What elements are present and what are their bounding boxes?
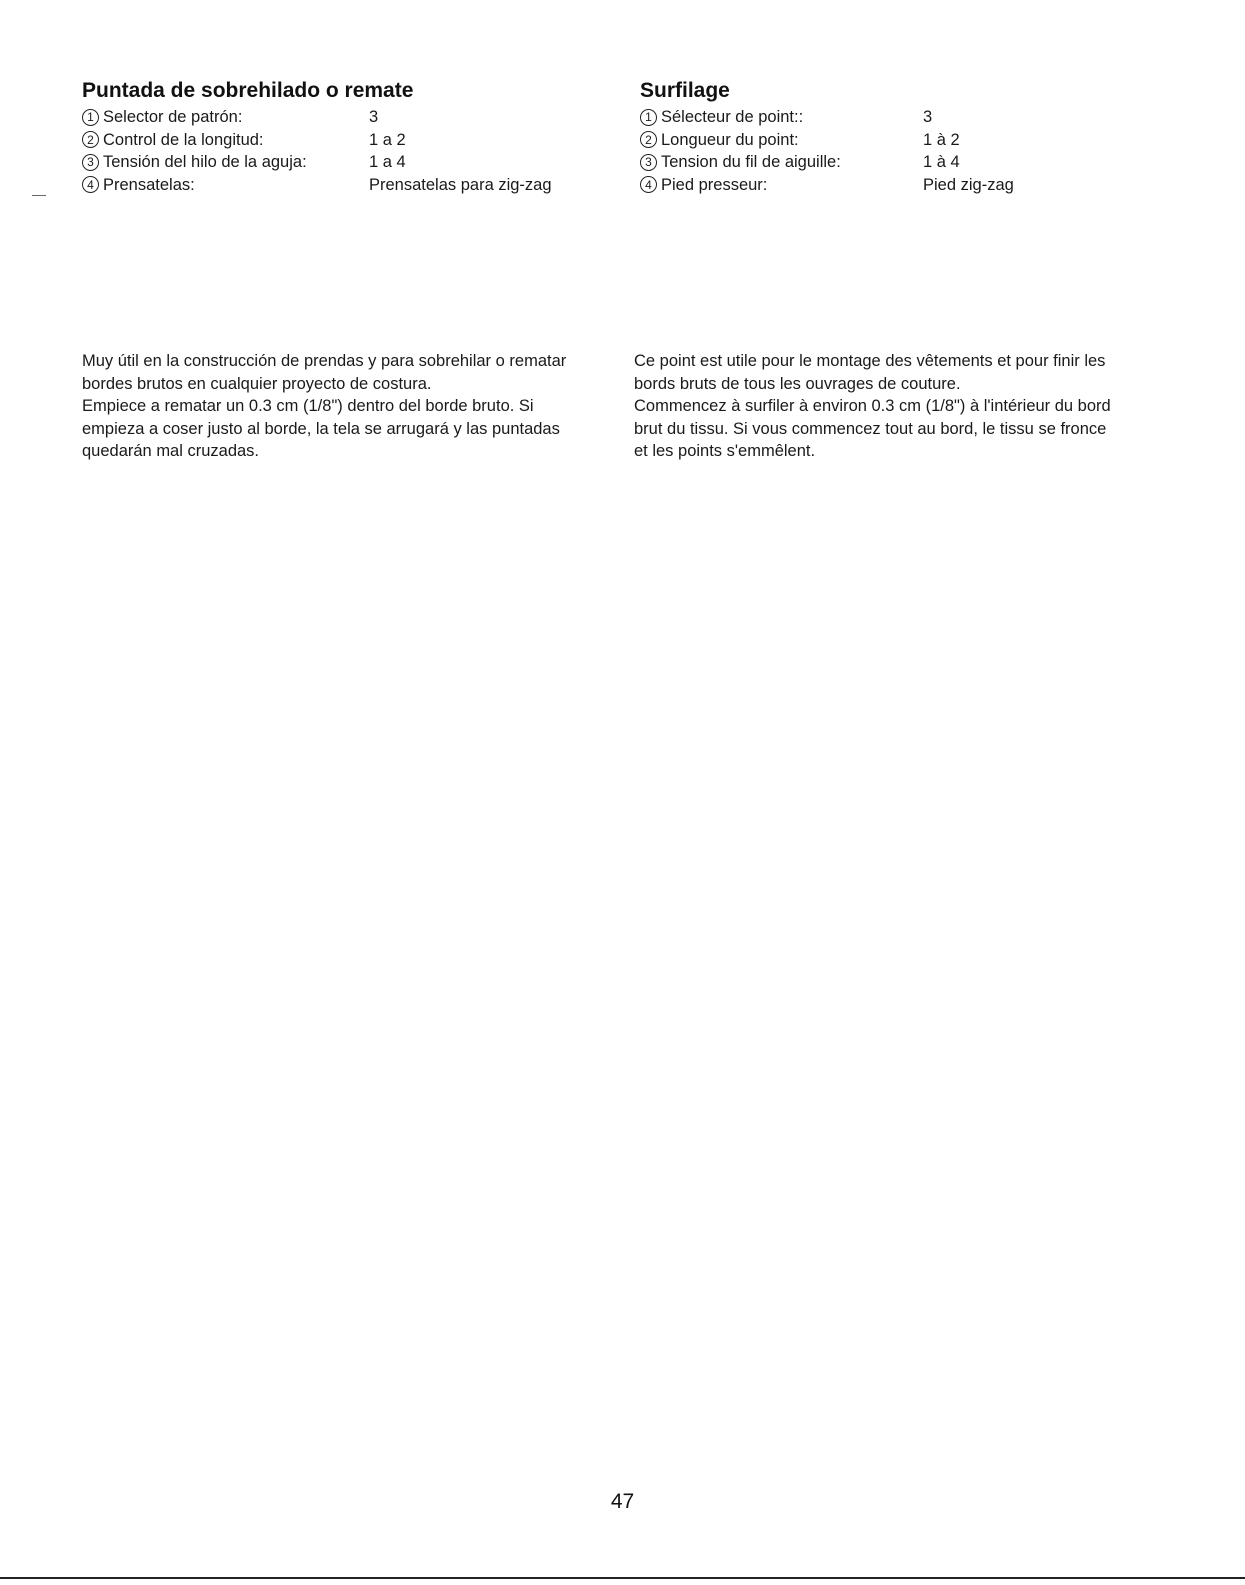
french-heading: Surfilage <box>640 79 730 102</box>
circled-number-3-icon: 3 <box>82 154 99 171</box>
french-setting-row-1 <box>640 106 1170 129</box>
circled-number-1-icon: 1 <box>640 109 657 126</box>
body-line: et les points s'emmêlent. <box>634 442 816 460</box>
spanish-settings-list <box>82 106 622 196</box>
spanish-body-paragraph <box>82 350 622 463</box>
spanish-heading: Puntada de sobrehilado o remate <box>82 79 414 102</box>
setting-label: Tension du fil de aiguille: <box>661 153 841 171</box>
french-setting-row-3 <box>640 151 1170 174</box>
setting-value: 1 à 2 <box>923 130 960 149</box>
setting-label: Selector de patrón: <box>103 108 243 126</box>
setting-label: Sélecteur de point:: <box>661 108 804 126</box>
spanish-setting-row-1 <box>82 106 622 129</box>
body-line: brut du tissu. Si vous commencez tout au bord, le tissu se fronce <box>634 419 1107 438</box>
french-settings-list <box>640 106 1170 196</box>
circled-number-3-icon: 3 <box>640 154 657 171</box>
spanish-setting-row-3 <box>82 151 622 174</box>
page-number: 47 <box>610 1490 635 1513</box>
circled-number-1-icon: 1 <box>82 109 99 126</box>
spanish-section <box>82 78 622 196</box>
circled-number-2-icon: 2 <box>640 131 657 148</box>
setting-value: 1 a 4 <box>369 153 406 171</box>
body-line: bords bruts de tous les ouvrages de couture. <box>634 374 961 393</box>
setting-label: Longueur du point: <box>661 130 799 149</box>
body-line: bordes brutos en cualquier proyecto de costura. <box>82 374 432 393</box>
spanish-setting-row-4 <box>82 174 622 197</box>
setting-value: Pied zig-zag <box>923 175 1014 194</box>
setting-label: Control de la longitud: <box>103 130 264 149</box>
body-line: Ce point est utile pour le montage des vêtements et pour finir les <box>634 352 1106 370</box>
setting-value: 1 a 2 <box>369 130 406 149</box>
circled-number-4-icon: 4 <box>82 176 99 193</box>
body-line: Empiece a rematar un 0.3 cm (1/8") dentro del borde bruto. Si <box>82 397 534 415</box>
setting-value: Prensatelas para zig-zag <box>369 175 552 194</box>
body-line: Commencez à surfiler à environ 0.3 cm (1/8") à l'intérieur du bord <box>634 397 1111 415</box>
spanish-setting-row-2 <box>82 129 622 152</box>
circled-number-2-icon: 2 <box>82 131 99 148</box>
body-line: quedarán mal cruzadas. <box>82 442 260 460</box>
french-body-paragraph <box>634 350 1164 463</box>
body-line: Muy útil en la construcción de prendas y para sobrehilar o rematar <box>82 352 567 370</box>
setting-label: Prensatelas: <box>103 175 195 194</box>
french-section <box>640 78 1170 196</box>
french-setting-row-2 <box>640 129 1170 152</box>
setting-label: Pied presseur: <box>661 175 768 194</box>
bottom-rule <box>0 1577 1245 1579</box>
setting-label: Tensión del hilo de la aguja: <box>103 153 307 171</box>
margin-mark <box>32 195 46 196</box>
setting-value: 3 <box>369 108 379 126</box>
setting-value: 3 <box>923 108 933 126</box>
setting-value: 1 à 4 <box>923 153 960 171</box>
french-setting-row-4 <box>640 174 1170 197</box>
circled-number-4-icon: 4 <box>640 176 657 193</box>
body-line: empieza a coser justo al borde, la tela se arrugará y las puntadas <box>82 419 560 438</box>
